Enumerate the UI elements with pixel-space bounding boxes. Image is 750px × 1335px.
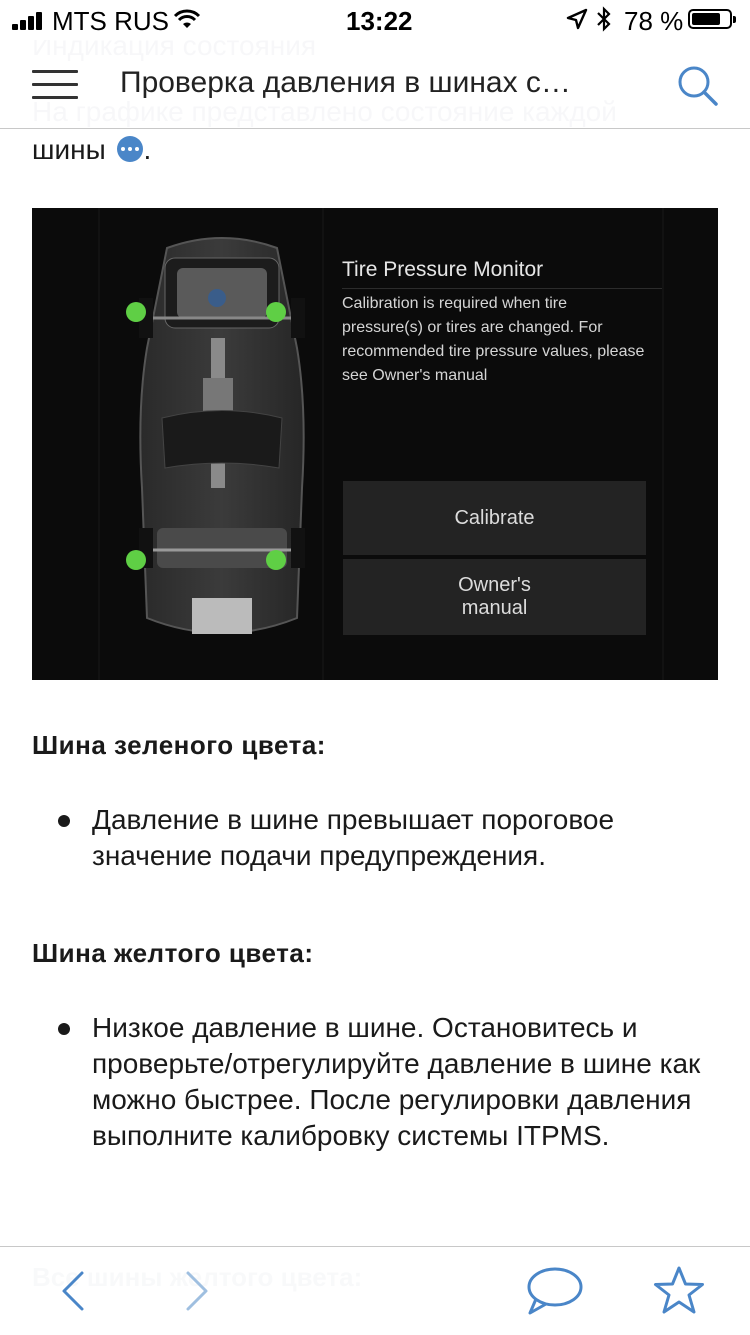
tpm-title: Tire Pressure Monitor <box>342 258 544 281</box>
star-icon[interactable] <box>652 1265 706 1317</box>
section-heading-yellow: Шина желтого цвета: <box>32 938 314 968</box>
intro-text-period: . <box>143 134 152 165</box>
tire-pressure-monitor-image <box>32 208 718 680</box>
calibrate-label: Calibrate <box>454 506 535 529</box>
comment-icon[interactable] <box>526 1265 584 1317</box>
calibrate-button <box>343 481 646 555</box>
status-bar <box>0 0 750 40</box>
list-item: Давление в шине превышает пороговое значение подачи предупреждения. <box>92 804 615 871</box>
search-icon[interactable] <box>676 64 720 108</box>
forward-icon[interactable] <box>182 1269 212 1313</box>
battery-icon <box>688 9 732 29</box>
battery-percent: 78 % <box>624 6 684 36</box>
rear-right-tire-indicator <box>266 550 286 570</box>
cellular-signal-icon <box>12 12 48 30</box>
back-icon[interactable] <box>58 1269 88 1313</box>
page-title: Проверка давления в шинах с… <box>120 66 571 99</box>
front-right-tire-indicator <box>266 302 286 322</box>
list-item: Низкое давление в шине. Остановитесь и проверьте/отрегулируйте давление в шине как можно быстрее. После регулировки давления выполните калибровку системы ITPMS. <box>92 1012 701 1151</box>
carrier-name: MTS RUS <box>52 6 169 36</box>
section-heading-green: Шина зеленого цвета: <box>32 730 326 760</box>
tpm-description: Calibration is required when tire pressure(s) or tires are changed. For recommended tire pressure values, please see Owner's manual <box>342 295 645 384</box>
wifi-icon <box>172 8 202 30</box>
front-left-tire-indicator <box>126 302 146 322</box>
owners-manual-button <box>343 559 646 635</box>
location-arrow-icon <box>566 8 588 30</box>
bullet-marker <box>58 815 70 827</box>
bullet-marker <box>58 1023 70 1035</box>
intro-text <box>32 134 151 166</box>
intro-text-word: шины <box>32 134 106 165</box>
hamburger-menu-icon[interactable] <box>32 70 78 100</box>
bottom-toolbar <box>0 1246 750 1335</box>
rear-left-tire-indicator <box>126 550 146 570</box>
car-top-view-illustration <box>107 228 337 668</box>
bluetooth-icon <box>596 6 612 32</box>
owners-manual-label: Owner's manual <box>458 574 531 619</box>
navigation-bar <box>0 40 750 129</box>
clock: 13:22 <box>346 6 413 36</box>
more-info-icon[interactable] <box>117 136 143 162</box>
tpm-divider <box>342 288 662 289</box>
